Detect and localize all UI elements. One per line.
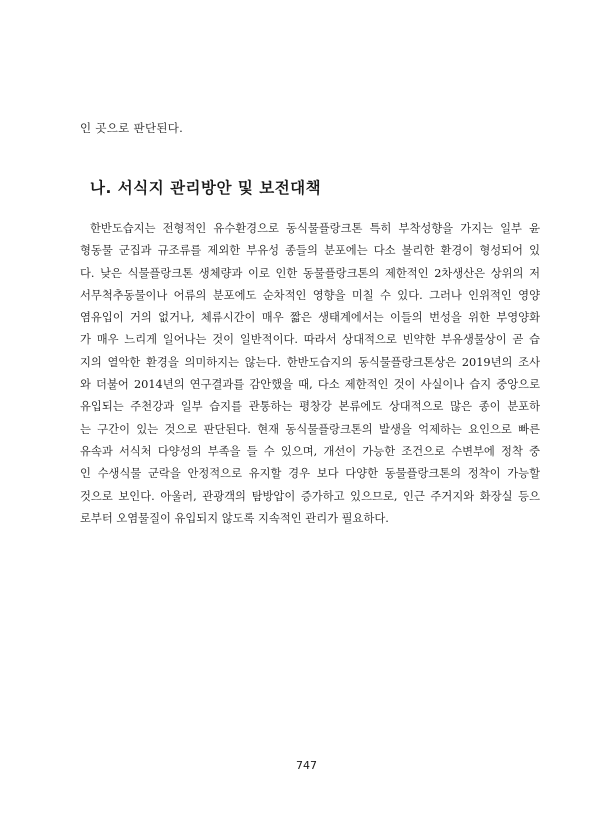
paragraph-line: 서무척추동물이나 어류의 분포에도 순차적인 영향을 미칠 수 있다. 그러나 인위적인 영양	[80, 288, 540, 302]
paragraph-line: 인 수생식물 군락을 안정적으로 유지할 경우 보다 다양한 동물플랑크톤의 정착이 가능할	[80, 467, 540, 481]
paragraph-line: 로부터 오염물질이 유입되지 않도록 지속적인 관리가 필요하다.	[80, 511, 389, 525]
body-paragraph	[80, 218, 540, 530]
paragraph-line: 유속과 서식처 다양성의 부족을 들 수 있으며, 개선이 가능한 조건으로 수변부에 정착 중	[80, 444, 540, 458]
continuation-line: 인 곳으로 판단된다.	[80, 121, 184, 135]
paragraph-line: 형동물 군집과 규조류를 제외한 부유성 종들의 분포에는 다소 불리한 환경이 형성되어 있	[80, 244, 540, 258]
paragraph-line: 다. 낮은 식물플랑크톤 생체량과 이로 인한 동물플랑크톤의 제한적인 2차생산은 상위의 저	[80, 266, 540, 280]
paragraph-line: 한반도습지는 전형적인 유수환경으로 동식물플랑크톤 특히 부착성향을 가지는 일부 윤	[90, 222, 540, 235]
paragraph-line: 유입되는 주천강과 일부 습지를 관통하는 평창강 본류에도 상대적으로 많은 종이 분포하	[80, 400, 540, 414]
paragraph-line: 는 구간이 있는 것으로 판단된다. 현재 동식물플랑크톤의 발생을 억제하는 요인으로 빠른	[80, 422, 540, 436]
paragraph-line: 가 매우 느리게 일어나는 것이 일반적이다. 따라서 상대적으로 빈약한 부유생물상이 곧 습	[80, 333, 540, 347]
paragraph-line: 와 더불어 2014년의 연구결과를 감안했을 때, 다소 제한적인 것이 사실이나 습지 중앙으로	[80, 378, 540, 392]
paragraph-line: 지의 열악한 환경을 의미하지는 않는다. 한반도습지의 동식물플랑크톤상은 2019년의 조사	[80, 355, 540, 369]
section-heading: 나. 서식지 관리방안 및 보전대책	[90, 179, 322, 197]
paragraph-line: 것으로 보인다. 아울러, 관광객의 탐방압이 증가하고 있으므로, 인근 주거지와 화장실 등으	[80, 489, 540, 503]
page-number: 747	[296, 759, 317, 772]
paragraph-line: 염유입이 거의 없거나, 체류시간이 매우 짧은 생태계에서는 이들의 번성을 위한 부영양화	[80, 311, 540, 325]
